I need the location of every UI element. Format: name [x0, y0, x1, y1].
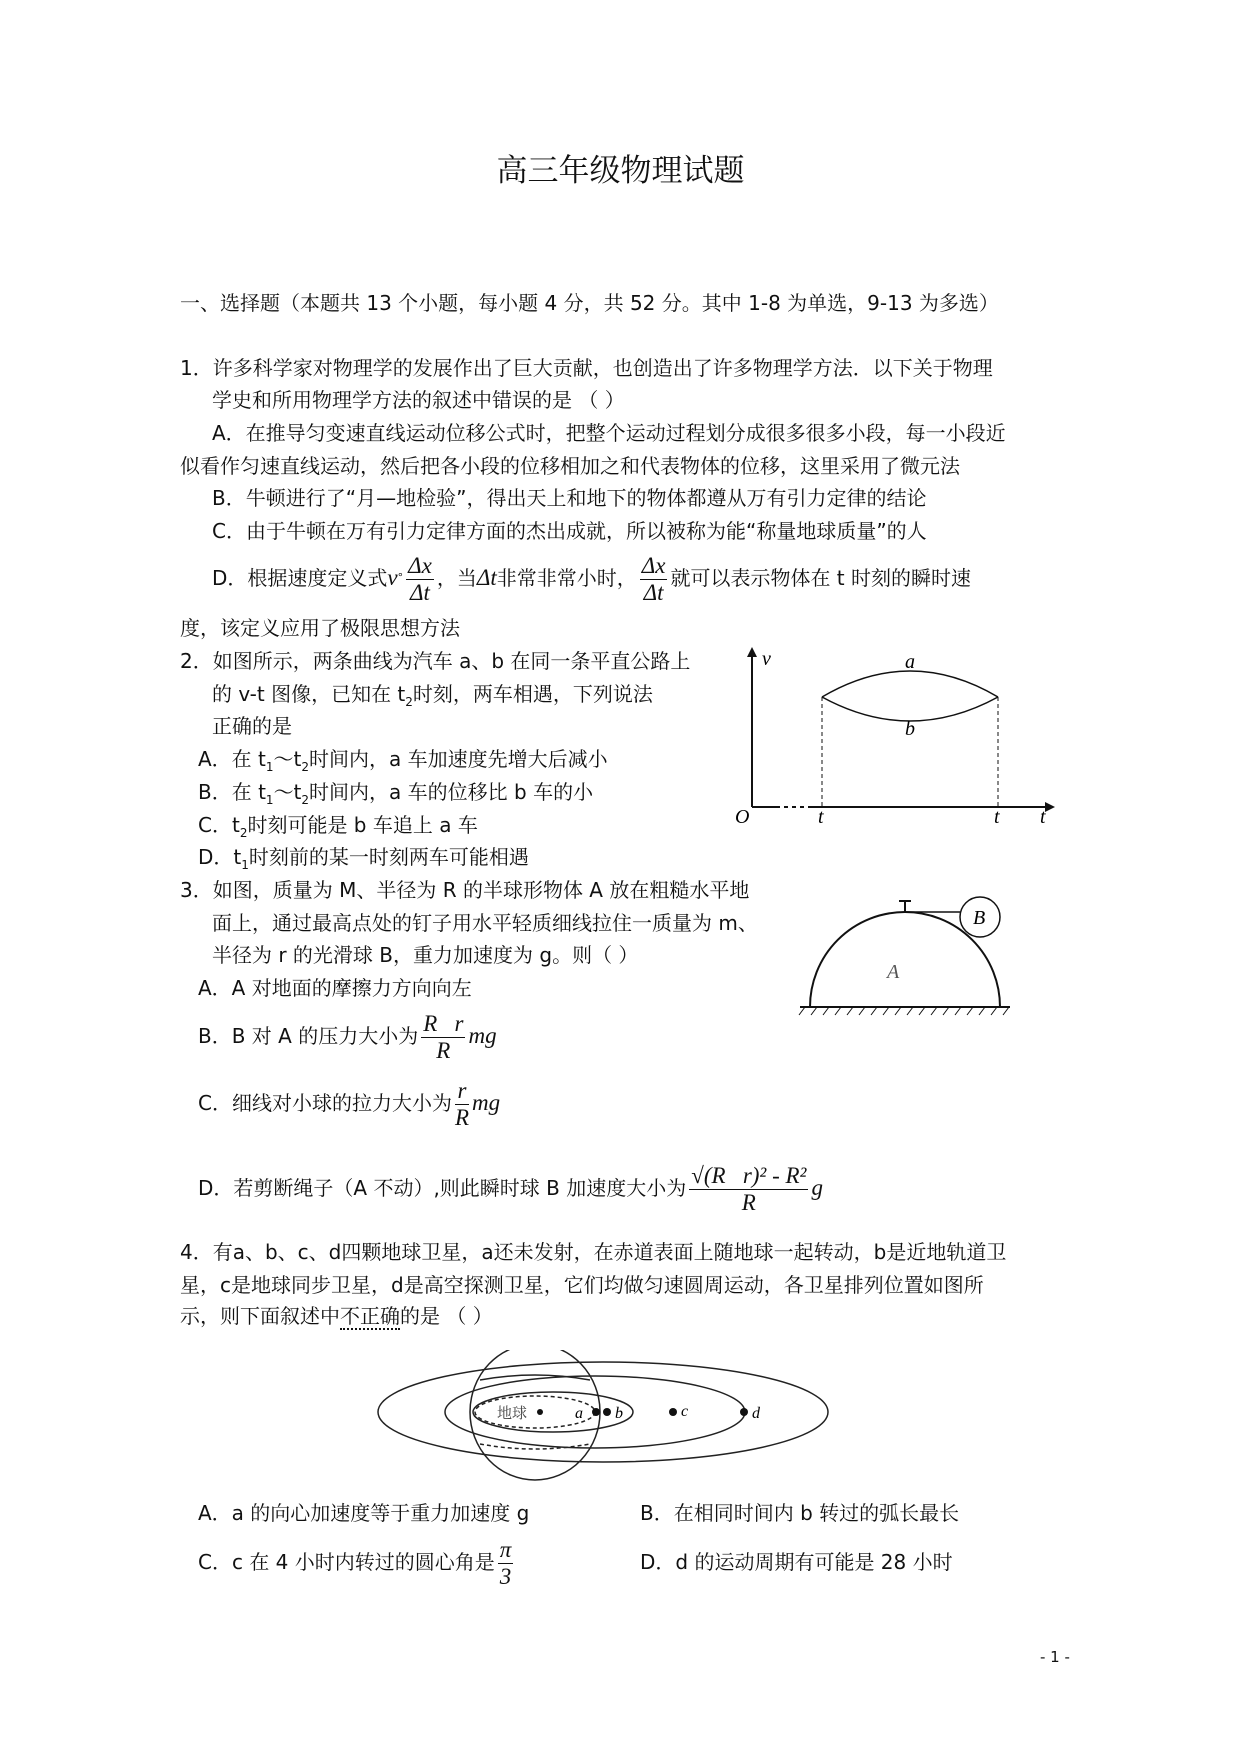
q3-stem: 3．如图，质量为 M、半径为 R 的半球形物体 A 放在粗糙水平地 [180, 878, 750, 902]
mg: mg [472, 1090, 501, 1115]
orbit-diagram [375, 1350, 875, 1495]
t2-label: t [994, 806, 1000, 825]
t: D．t [198, 845, 242, 869]
q2-option-c [198, 812, 478, 846]
math: Δt [476, 565, 497, 590]
fraction [421, 1011, 465, 1064]
page-title: 高三年级物理试题 [496, 153, 745, 189]
text: ，当 [436, 566, 477, 590]
t1-label: t [818, 806, 824, 825]
t: 示，则下面叙述中 [180, 1304, 340, 1328]
q2-stem-2 [212, 681, 653, 715]
sat-c-label: c [681, 1403, 689, 1420]
t: C．细线对小球的拉力大小为 [198, 1091, 452, 1115]
page-number: - 1 - [1040, 1648, 1070, 1666]
q2-option-a [198, 746, 608, 780]
axis-v: v [762, 648, 771, 670]
hemisphere-figure [795, 895, 1035, 1030]
q3-option-a: A．A 对地面的摩擦力方向向左 [198, 976, 472, 1000]
curve-b-label: b [905, 718, 915, 740]
num: π [499, 1537, 512, 1562]
text: 的 v-t 图像，已知在 t [212, 682, 406, 706]
text: 时刻，两车相遇，下列说法 [412, 682, 653, 706]
fraction [406, 553, 434, 606]
num: R r [423, 1011, 464, 1036]
s: 1 [265, 760, 274, 774]
text: 就可以表示物体在 t 时刻的瞬时速 [670, 566, 972, 590]
text: D．根据速度定义式 [212, 566, 388, 590]
q1-option-a: A．在推导匀变速直线运动位移公式时，把整个运动过程划分成很多很多小段，每一小段近 [212, 421, 1006, 445]
q1-option-c: C．由于牛顿在万有引力定律方面的杰出成就，所以被称为能“称量地球质量”的人 [212, 519, 927, 543]
q4-stem-2: 星，c是地球同步卫星，d是高空探测卫星，它们均做匀速圆周运动，各卫星排列位置如图所 [180, 1273, 984, 1297]
emphasis: 不正确 [340, 1304, 400, 1328]
den: Δt [643, 580, 664, 605]
q3-option-c [198, 1077, 500, 1131]
t: C．c 在 4 小时内转过的圆心角是 [198, 1550, 495, 1574]
t: B．B 对 A 的压力大小为 [198, 1024, 419, 1048]
text: 非常非常小时， [496, 566, 637, 590]
q2-stem: 2．如图所示，两条曲线为汽车 a、b 在同一条平直公路上 [180, 649, 691, 673]
t: B．在 t [198, 780, 266, 804]
sat-b-label: b [615, 1405, 623, 1422]
t: 的是 （ ） [400, 1304, 493, 1328]
fraction [689, 1163, 808, 1216]
axis-t: t [1040, 806, 1046, 825]
num: √(R r)² - R² [691, 1163, 807, 1188]
hemisphere-a-label: A [887, 961, 900, 983]
sat-d-label: d [752, 1405, 760, 1422]
s: 1 [265, 793, 274, 807]
t: 时刻可能是 b 车追上 a 车 [247, 813, 478, 837]
q4-stem: 4．有a、b、c、d四颗地球卫星，a还未发射，在赤道表面上随地球一起转动，b是近地轨道卫 [180, 1240, 1007, 1264]
den: R [741, 1190, 756, 1215]
t: 时刻前的某一时刻两车可能相遇 [248, 845, 529, 869]
sub: 2 [405, 695, 413, 709]
t: ～t [273, 747, 302, 771]
den: R [454, 1105, 470, 1130]
s: 2 [301, 793, 310, 807]
fraction [640, 553, 668, 606]
ball-b-label: B [973, 907, 986, 929]
mg: mg [468, 1023, 497, 1048]
q1-option-d: D．根据速度定义式v° $\frac{\Delta x}{\Delta t}$ ，当Δt非常非常小时， $\frac{\Delta x}{\Delta t}$ 就可以表示物体在 t 时刻的瞬时速 [212, 553, 972, 605]
q1-option-b: B．牛顿进行了“月—地检验”，得出天上和地下的物体都遵从万有引力定律的结论 [212, 486, 927, 510]
curve-a-label: a [905, 651, 915, 673]
q3-option-b [198, 1010, 497, 1064]
t: 时间内，a 车加速度先增大后减小 [309, 747, 608, 771]
q2-option-d [198, 844, 529, 878]
t: C．t [198, 813, 240, 837]
s: 1 [241, 858, 249, 872]
den: 3 [499, 1564, 512, 1589]
q4-option-a: A．a 的向心加速度等于重力加速度 g [198, 1501, 530, 1525]
s: 2 [301, 760, 310, 774]
t: D．若剪断绳子（A 不动）,则此瞬时球 B 加速度大小为 [198, 1176, 687, 1200]
num: r [455, 1078, 469, 1105]
q1-option-a-2: 似看作匀速直线运动，然后把各小段的位移相加之和代表物体的位移，这里采用了微元法 [180, 454, 960, 478]
q2-stem-3: 正确的是 [212, 714, 292, 738]
fraction [455, 1078, 469, 1131]
q4-option-b: B．在相同时间内 b 转过的弧长最长 [640, 1501, 960, 1525]
num: Δx [408, 553, 432, 578]
q3-stem-2: 面上，通过最高点处的钉子用水平轻质细线拉住一质量为 m、 [212, 911, 758, 935]
q1-stem: 1．许多科学家对物理学的发展作出了巨大贡献，也创造出了许多物理学方法．以下关于物理 [180, 356, 993, 380]
q1-stem-2: 学史和所用物理学方法的叙述中错误的是 （ ） [212, 388, 625, 412]
num: Δx [641, 553, 666, 578]
g: g [811, 1175, 823, 1200]
q4-stem-3 [180, 1303, 493, 1329]
q1-option-d-2: 度，该定义应用了极限思想方法 [180, 616, 460, 640]
section-heading: 一、选择题（本题共 13 个小题，每小题 4 分，共 52 分。其中 1-8 为单选，9-13 为多选） [180, 291, 999, 315]
t: 时间内，a 车的位移比 b 车的小 [309, 780, 594, 804]
vt-graph [730, 645, 1060, 825]
fraction [498, 1537, 514, 1590]
t: ～t [273, 780, 302, 804]
den: Δt [410, 580, 430, 605]
q3-stem-3: 半径为 r 的光滑球 B，重力加速度为 g。则（ ） [212, 943, 639, 967]
q2-option-b [198, 779, 593, 813]
t: A．在 t [198, 747, 266, 771]
math-v: v [387, 565, 398, 590]
earth-label: 地球 [497, 1406, 528, 1422]
q4-option-c [198, 1536, 516, 1590]
origin: O [735, 806, 750, 825]
sat-a-label: a [575, 1405, 583, 1422]
q4-option-d: D．d 的运动周期有可能是 28 小时 [640, 1550, 953, 1574]
s: 2 [239, 826, 248, 840]
den: R [436, 1038, 451, 1063]
q3-option-d [198, 1162, 823, 1216]
